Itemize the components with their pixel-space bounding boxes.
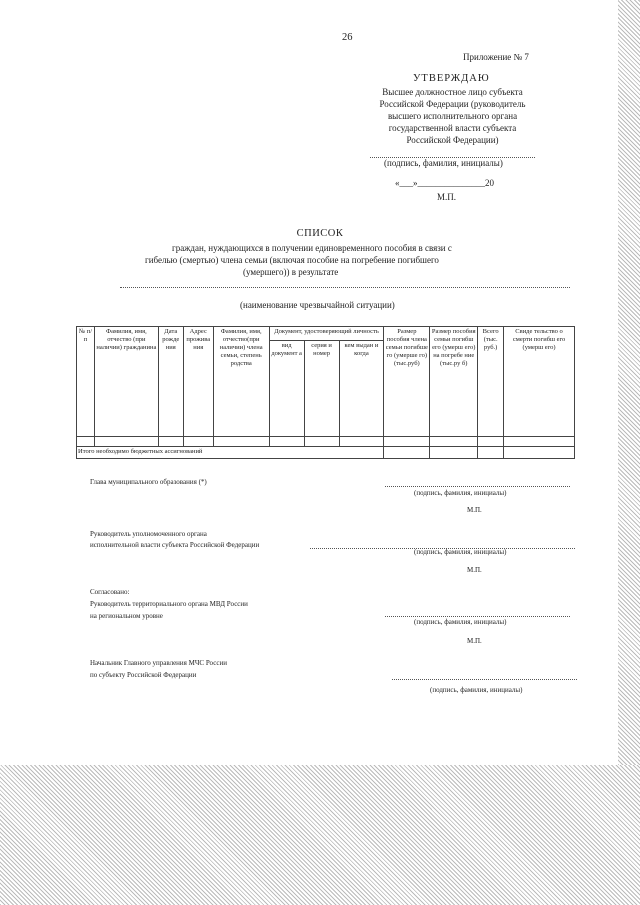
header-birth: Дата рожде ния	[158, 327, 183, 437]
approve-line: государственной власти субъекта	[388, 123, 517, 133]
sign-4-line	[392, 679, 577, 680]
page-number: 26	[342, 32, 353, 43]
header-fio: Фамилия, имя, отчество (при наличии) гражданина	[94, 327, 158, 437]
approve-date: «___»_______________20	[395, 178, 494, 188]
list-subtitle-line: (умершего)) в результате	[243, 267, 339, 277]
header-total: Всего (тыс. руб.)	[478, 327, 504, 437]
sign-1-caption: (подпись, фамилия, инициалы)	[414, 489, 507, 497]
list-title: СПИСОК	[296, 228, 344, 239]
list-subtitle-line: граждан, нуждающихся в получении единовременного пособия в связи с	[172, 243, 452, 253]
header-certificate: Свиде тельство о смерти погибш его (умерш его)	[504, 327, 575, 437]
appendix-label: Приложение № 7	[463, 52, 529, 62]
sign-4-label: Начальник Главного управления МЧС России	[90, 659, 227, 667]
sign-3-caption: (подпись, фамилия, инициалы)	[414, 618, 507, 626]
emergency-name-line	[120, 287, 570, 288]
approve-title: УТВЕРЖДАЮ	[413, 73, 490, 84]
header-burial: Размер пособия семьи погибш его (умерш его) на погребе ние (тыс.ру б)	[430, 327, 478, 437]
total-label: Итого необходимо бюджетных ассигнований	[77, 447, 384, 459]
sign-1-line	[385, 486, 570, 487]
header-doc-issued: кем выдан и когда	[339, 341, 384, 437]
header-document: Документ, удостоверяющий личность	[269, 327, 384, 341]
approve-line: Высшее должностное лицо субъекта	[382, 87, 523, 97]
sign-3-label: Согласовано:	[90, 588, 130, 596]
header-num: № п/п	[77, 327, 95, 437]
sign-3-line	[385, 616, 570, 617]
sign-3-label: Руководитель территориального органа МВД России	[90, 600, 248, 608]
approve-line: Российской Федерации (руководитель	[379, 99, 526, 109]
sign-4-caption: (подпись, фамилия, инициалы)	[430, 686, 523, 694]
sign-3-label: на региональном уровне	[90, 612, 163, 620]
citizens-table	[76, 326, 575, 459]
sign-1-mp: М.П.	[467, 506, 482, 514]
approve-line: Российской Федерации)	[406, 135, 499, 145]
header-doc-type: вид документ а	[269, 341, 304, 437]
approve-mp: М.П.	[437, 192, 457, 202]
sign-1-label: Глава муниципального образования (*)	[90, 478, 207, 486]
approve-sign-caption: (подпись, фамилия, инициалы)	[384, 158, 503, 168]
header-family: Фамилия, имя, отчество(при наличии) члена семьи, степень родства	[213, 327, 269, 437]
header-address: Адрес прожива ния	[183, 327, 213, 437]
list-subtitle-line: гибелью (смертью) члена семьи (включая пособие на погребение погибшего	[145, 255, 439, 265]
page-edge-bottom	[0, 765, 640, 905]
approve-line: высшего исполнительного органа	[387, 111, 518, 121]
header-benefit: Размер пособия члена семьи погибше го (умерше го) (тыс.руб)	[384, 327, 430, 437]
table-row	[77, 437, 575, 447]
sign-4-label: по субъекту Российской Федерации	[90, 671, 197, 679]
header-doc-series: серия и номер	[304, 341, 339, 437]
total-row	[77, 447, 575, 459]
sign-2-label: исполнительной власти субъекта Российской Федерации	[90, 541, 260, 549]
sign-2-mp: М.П.	[467, 566, 482, 574]
sign-2-label: Руководитель уполномоченного органа	[90, 530, 207, 538]
emergency-caption: (наименование чрезвычайной ситуации)	[240, 300, 395, 310]
sign-2-caption: (подпись, фамилия, инициалы)	[414, 548, 507, 556]
sign-3-mp: М.П.	[467, 637, 482, 645]
